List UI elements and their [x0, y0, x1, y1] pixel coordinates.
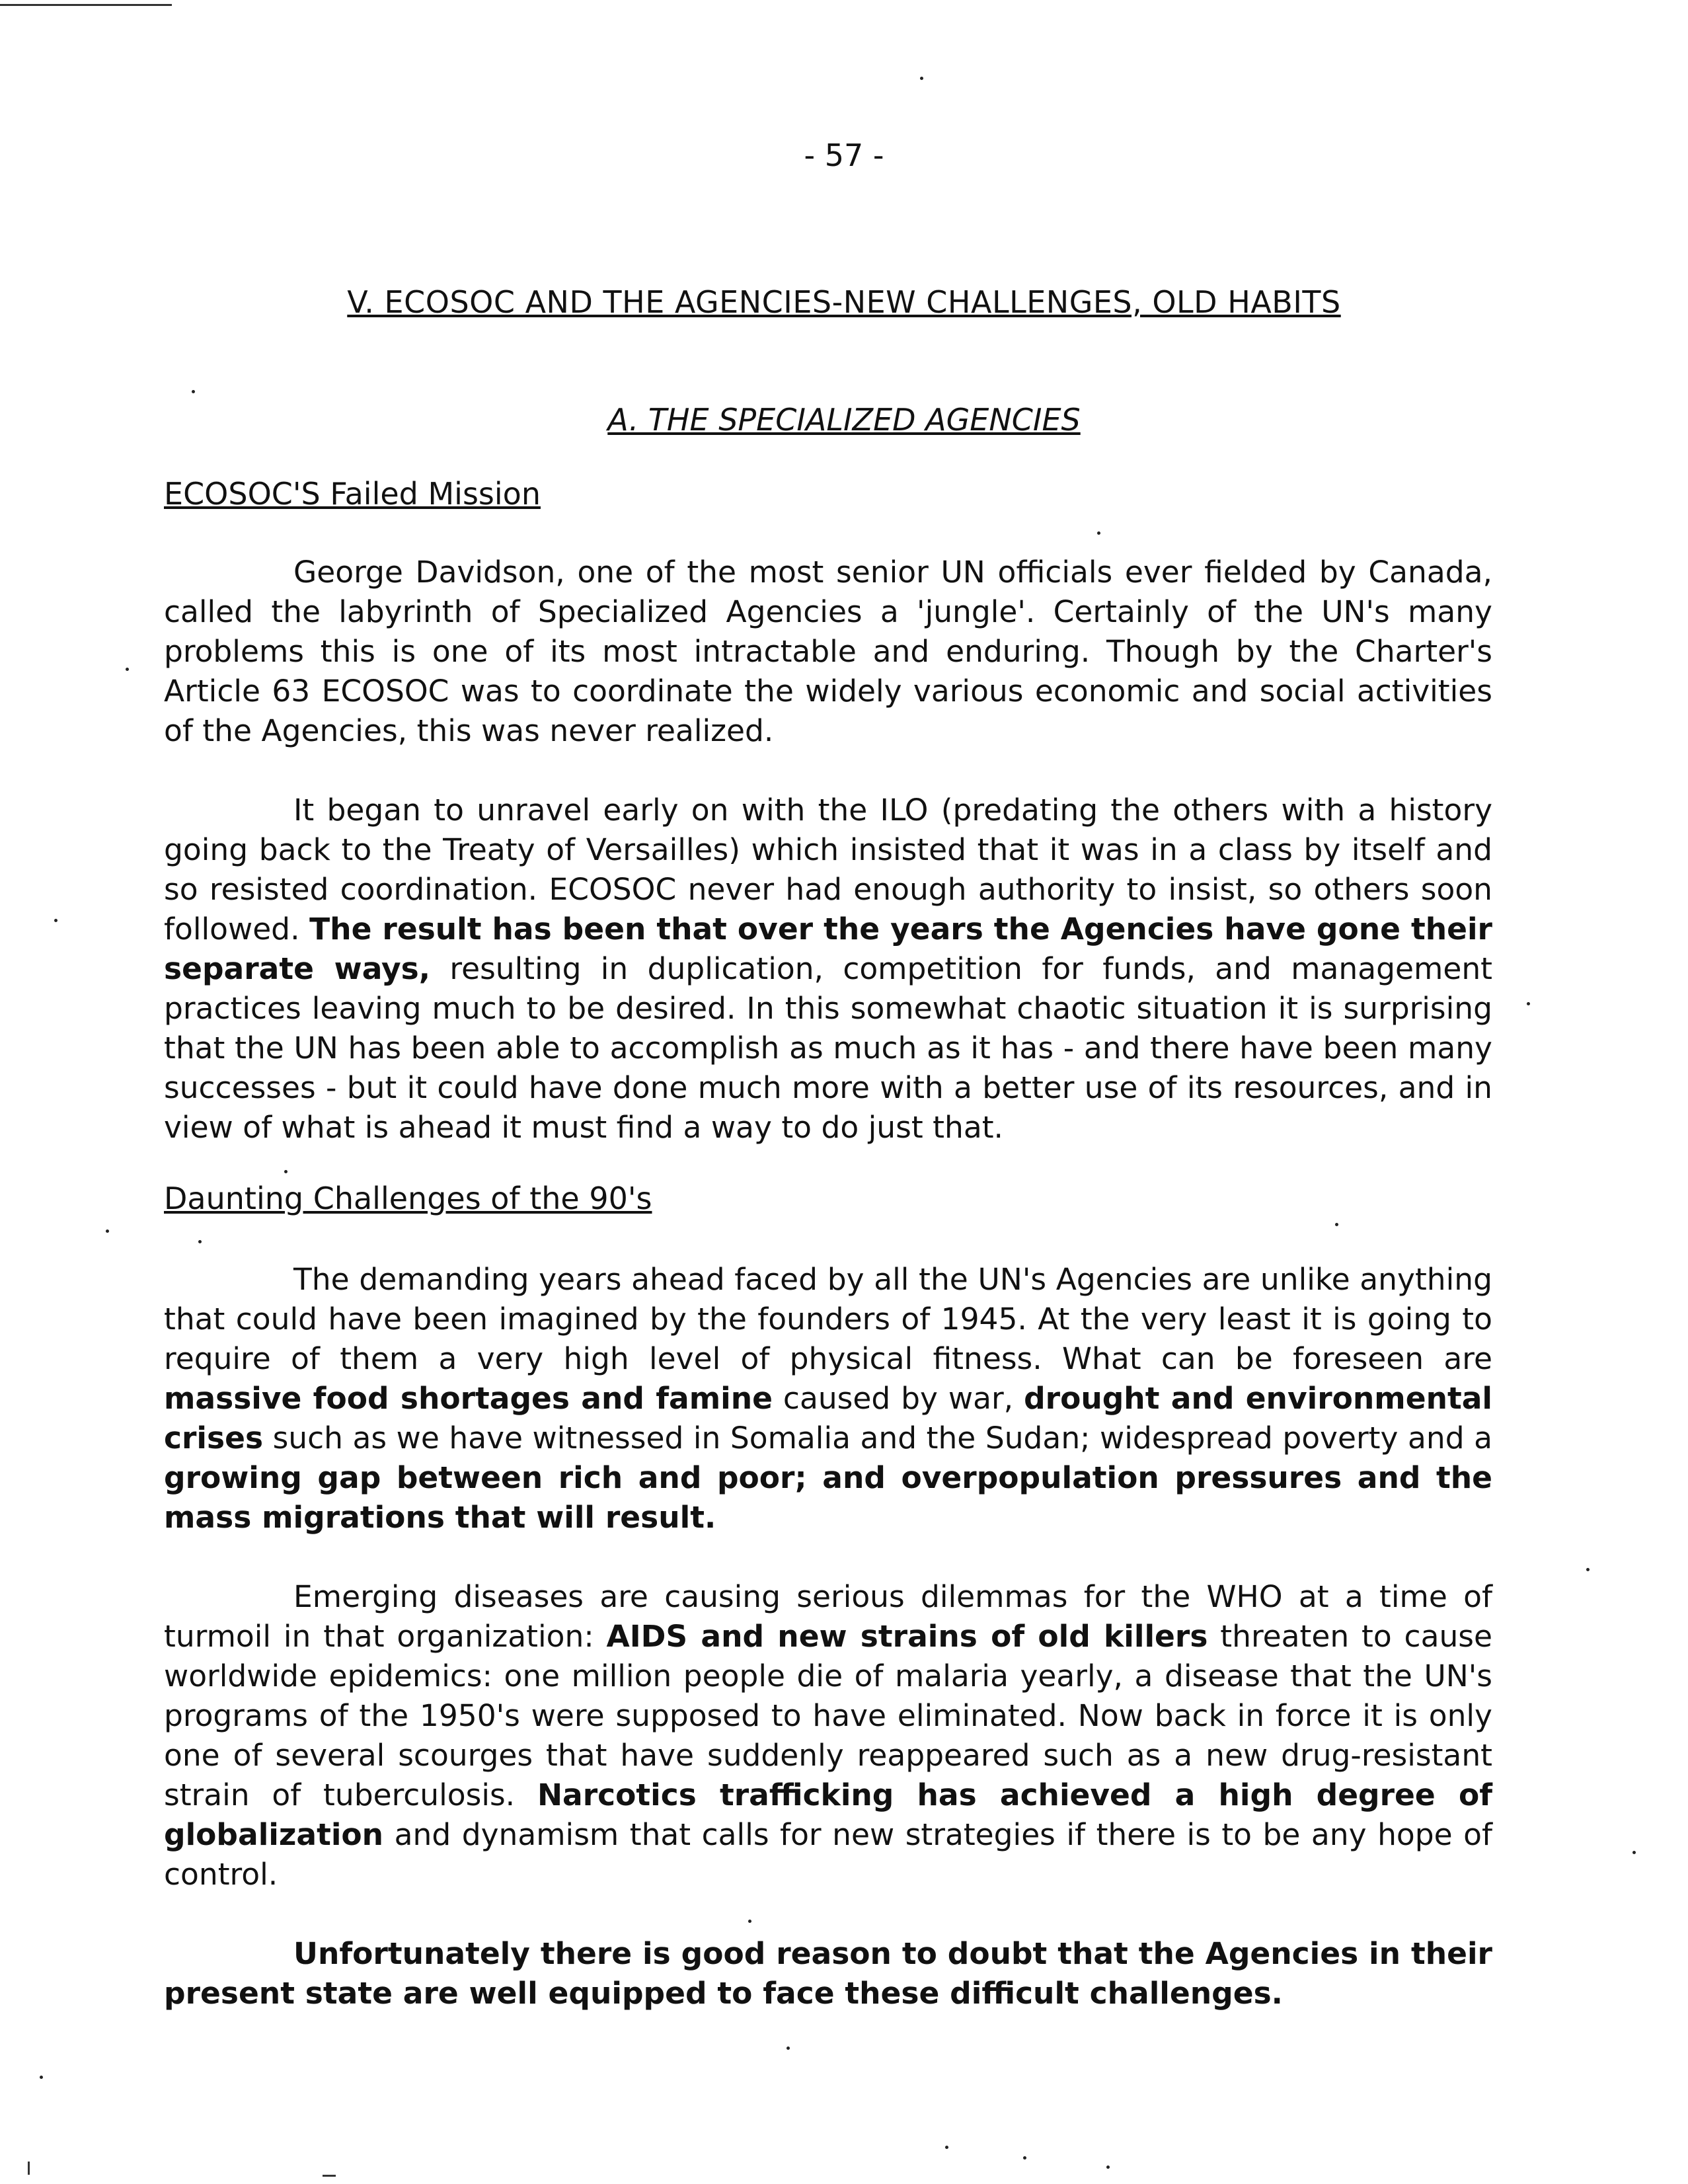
paragraph-text: It began to unravel early on with the ILO (predating the others with a history going back to the Treaty of Versailles) which insisted that it was in a class by itself and so resisted coordination. ECOSOC never had enough authority to insist, so others soon followed. — [164, 793, 1492, 947]
paragraph-emphasis: The result has been that over the years the Agencies have gone their separate ways, — [164, 912, 1492, 986]
paragraph-text: caused by war, — [773, 1381, 1024, 1416]
scan-speck — [1097, 531, 1100, 535]
scan-speck — [748, 1920, 751, 1923]
scan-speck — [1106, 2165, 1110, 2169]
scan-edge-line — [0, 4, 172, 6]
paragraph-emerging-diseases — [164, 1577, 1492, 1894]
scan-speck — [920, 77, 923, 80]
subsection-heading-challenges: Daunting Challenges of the 90's — [164, 1181, 652, 1216]
paragraph-emphasis: growing gap between rich and poor; and overpopulation pressures and the mass migrations that will result. — [164, 1460, 1492, 1535]
scan-speck — [40, 2076, 43, 2079]
scan-speck — [54, 919, 58, 922]
paragraph-davidson — [164, 553, 1492, 751]
paragraph-text: such as we have witnessed in Somalia and the Sudan; widespread poverty and a — [263, 1421, 1492, 1456]
scan-speck — [192, 390, 195, 393]
subsection-heading-failed-mission: ECOSOC'S Failed Mission — [164, 476, 541, 512]
scan-speck — [786, 2047, 790, 2050]
scan-edge-line — [323, 2175, 336, 2177]
scan-speck — [106, 1229, 109, 1233]
scan-speck — [1527, 1002, 1530, 1005]
chapter-heading: V. ECOSOC AND THE AGENCIES-NEW CHALLENGES, OLD HABITS — [347, 284, 1341, 320]
section-heading: A. THE SPECIALIZED AGENCIES — [607, 402, 1081, 438]
paragraph-text: George Davidson, one of the most senior UN officials ever fielded by Canada, called the labyrinth of Specialized Agencies a 'jungle'. Certainly of the UN's many problems this is one of its most intractable and enduring. Though by the Charter's Article 63 ECOSOC was to coordinate the widely various economic and social activities of the Agencies, this was never realized. — [164, 555, 1492, 748]
scan-speck — [1632, 1851, 1636, 1854]
paragraph-emphasis: drought and environmental crises — [164, 1381, 1493, 1456]
paragraph-emphasis: massive food shortages and famine — [164, 1381, 773, 1416]
paragraph-emphasis: Narcotics trafficking has achieved a high degree of globalization — [164, 1777, 1492, 1852]
scan-speck — [1335, 1223, 1338, 1226]
paragraph-unfortunately — [164, 1934, 1492, 2013]
scan-speck — [198, 1240, 202, 1243]
paragraph-text: Emerging diseases are causing serious dilemmas for the WHO at a time of turmoil in that organization: — [164, 1579, 1492, 1654]
paragraph-emphasis: Unfortunately there is good reason to doubt that the Agencies in their present state are well equipped to face these difficult challenges. — [164, 1936, 1492, 2011]
scan-speck — [126, 668, 129, 671]
paragraph-emphasis: AIDS and new strains of old killers — [606, 1619, 1208, 1654]
scan-speck — [284, 1170, 288, 1173]
paragraph-ilo — [164, 791, 1492, 1148]
scan-speck — [1023, 2156, 1026, 2160]
paragraph-demanding-years — [164, 1260, 1492, 1538]
scan-edge-line — [28, 2162, 30, 2175]
paragraph-text: The demanding years ahead faced by all the UN's Agencies are unlike anything that could have been imagined by the founders of 1945. At the very least it is going to require of them a very high level of physical fitness. What can be foreseen are — [164, 1262, 1492, 1376]
page-number: - 57 - — [804, 137, 884, 173]
scan-speck — [1586, 1568, 1590, 1571]
scan-speck — [945, 2146, 948, 2149]
paragraph-text: and dynamism that calls for new strategies if there is to be any hope of control. — [164, 1817, 1492, 1892]
paragraph-text: resulting in duplication, competition for funds, and management practices leaving much to be desired. In this somewhat chaotic situation it is surprising that the UN has been able to accomplish as much as it has - and there have been many successes - but it could have done much more with a better use of its resources, and in view of what is ahead it must find a way to do just that. — [164, 951, 1493, 1145]
paragraph-text: threaten to cause worldwide epidemics: one million people die of malaria yearly, a disease that the UN's programs of the 1950's were supposed to have eliminated. Now back in force it is only one of several scourges that have suddenly reappeared such as a new drug-resistant strain of tuberculosis. — [164, 1619, 1492, 1813]
